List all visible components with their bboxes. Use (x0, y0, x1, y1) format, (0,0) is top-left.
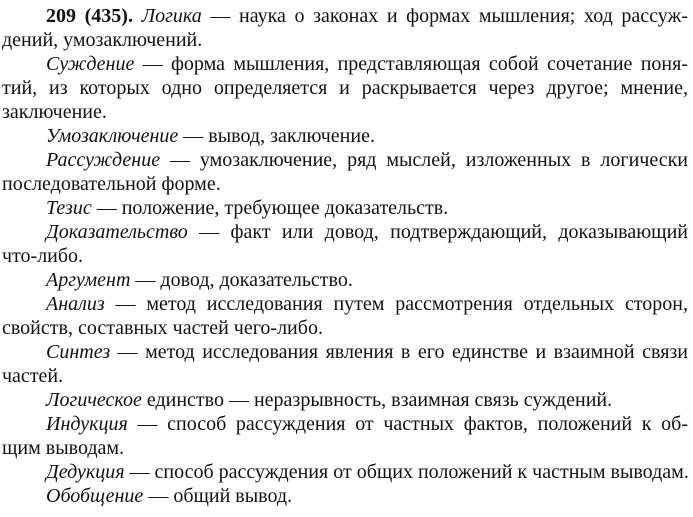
definition-text: — форма мышления, представляющая собой сочетание поня- (134, 53, 688, 75)
term: Анализ (46, 293, 105, 315)
text-line (2, 436, 688, 460)
definition-text: — метод исследования явления в его единстве и взаимной связи (110, 341, 688, 363)
text-line (2, 268, 688, 292)
definition-text: — наука о законах и формах мышления; ход рассуж- (201, 5, 688, 27)
definition-text: — способ рассуждения от частных фактов, положений к об- (127, 413, 688, 435)
text-line (2, 316, 688, 340)
text-line (2, 28, 688, 52)
definition-entry (2, 268, 688, 292)
definition-entry (2, 220, 688, 268)
term: Тезис (46, 197, 92, 219)
definition-entry (2, 412, 688, 460)
text-line (2, 76, 688, 100)
term: Дедукция (46, 461, 125, 483)
definition-text: дений, умозаключений. (2, 29, 203, 51)
term: Доказательство (46, 221, 188, 243)
text-line (2, 412, 688, 436)
text-line (2, 220, 688, 244)
definition-entry (2, 340, 688, 388)
text-line (2, 172, 688, 196)
definition-entry (2, 484, 688, 508)
term: Обобщение (46, 485, 144, 507)
text-line (2, 124, 688, 148)
definition-entry (2, 292, 688, 340)
text-line (2, 484, 688, 508)
definition-entry (2, 148, 688, 196)
definition-text: единство — неразрывность, взаимная связь суждений. (141, 389, 613, 411)
text-line (2, 52, 688, 76)
text-line (2, 4, 688, 28)
definition-entry (2, 52, 688, 124)
definition-entry (2, 388, 688, 412)
definition-entry (2, 4, 688, 52)
definition-text: заключение. (2, 101, 107, 123)
definition-text: — умозаключение, ряд мыслей, изложенных в логически (160, 149, 688, 171)
text-line (2, 100, 688, 124)
definition-text: частей. (2, 365, 64, 387)
term: Синтез (46, 341, 111, 363)
definition-entry (2, 460, 688, 484)
definition-entry (2, 196, 688, 220)
definition-text: — положение, требующее доказательств. (91, 197, 449, 219)
definition-text: что-либо. (2, 245, 84, 267)
text-line (2, 460, 688, 484)
term: Умозаключение (46, 125, 179, 147)
exercise-text (2, 4, 688, 508)
term: Аргумент (46, 269, 131, 291)
term: Логическое (46, 389, 142, 411)
text-line (2, 340, 688, 364)
definition-entry (2, 124, 688, 148)
term: Индукция (46, 413, 128, 435)
definition-text: — метод исследования путем рассмотрения отдельных сторон, (104, 293, 688, 315)
text-line (2, 388, 688, 412)
definition-text: последовательной форме. (2, 173, 221, 195)
term: Рассуждение (46, 149, 161, 171)
text-line (2, 196, 688, 220)
text-line (2, 244, 688, 268)
definition-text: — общий вывод. (143, 485, 293, 507)
text-line (2, 148, 688, 172)
definition-text: тий, из которых одно определяется и раскрывается через другое; мнение, (2, 77, 688, 99)
definition-text: свойств, составных частей чего-либо. (2, 317, 323, 339)
text-line (2, 364, 688, 388)
definition-text: щим выводам. (2, 437, 125, 459)
exercise-number: 209 (435). (46, 5, 133, 27)
definition-text: — довод, доказательство. (130, 269, 353, 291)
definition-text: — вывод, заключение. (178, 125, 375, 147)
definition-text: — способ рассуждения от общих положений к частным выводам. (124, 461, 689, 483)
text-line (2, 292, 688, 316)
term: Логика (141, 5, 202, 27)
definition-text: — факт или довод, подтверждающий, доказывающий (187, 221, 688, 243)
term: Суждение (46, 53, 135, 75)
